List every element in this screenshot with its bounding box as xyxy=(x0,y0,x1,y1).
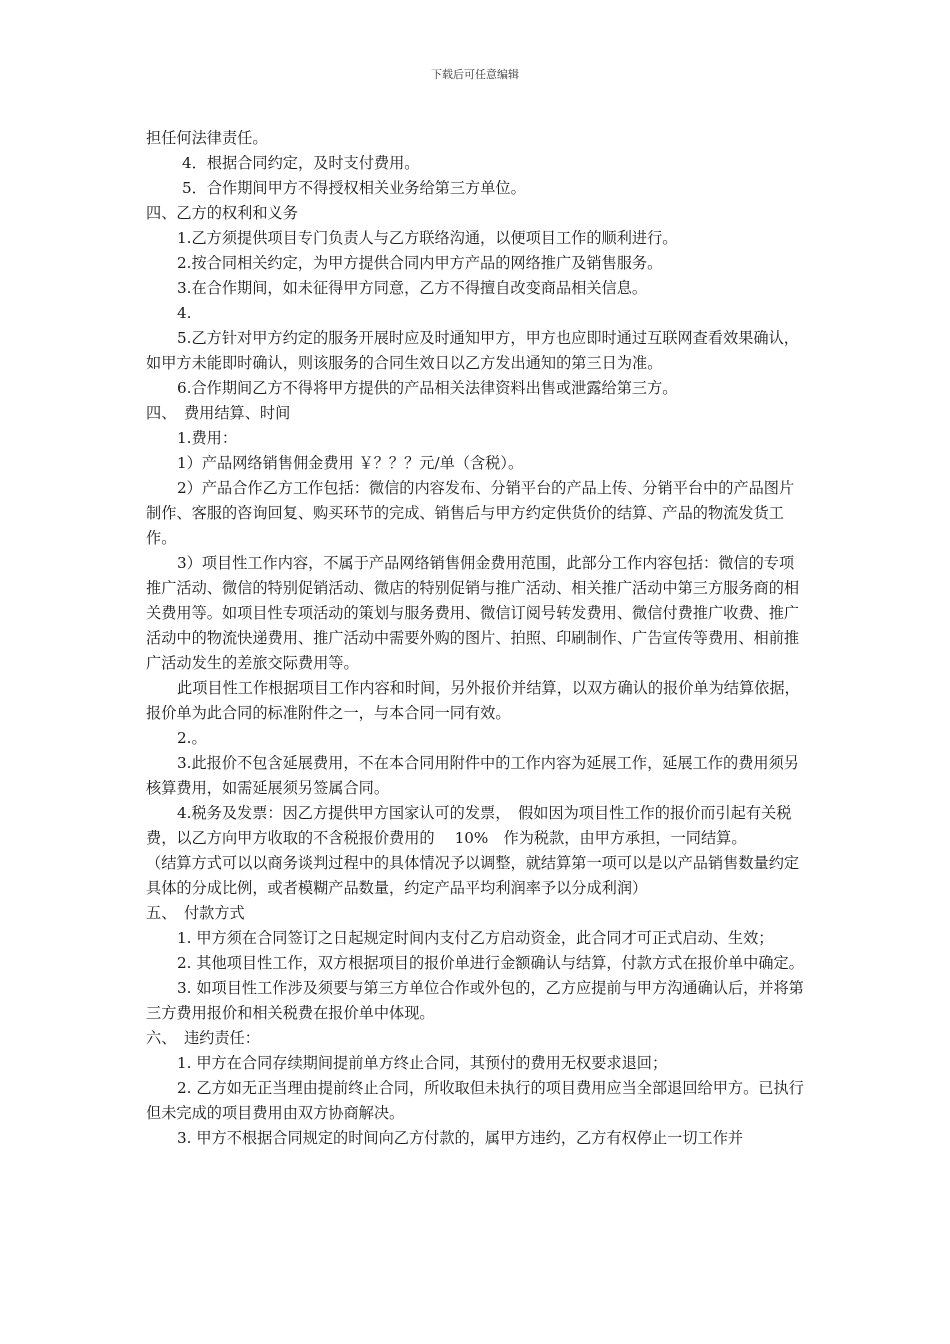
paragraph: 1.乙方须提供项目专门负责人与乙方联络沟通，以便项目工作的顺利进行。 xyxy=(177,229,678,247)
paragraph: 5.乙方针对甲方约定的服务开展时应及时通知甲方，甲方也应即时通过互联网查看效果确认，如甲方未能即时确认，则该服务的合同生效日以乙方发出通知的第三日为准。 xyxy=(146,329,799,372)
paragraph: 6.合作期间乙方不得将甲方提供的产品相关法律资料出售或泄露给第三方。 xyxy=(177,379,678,397)
paragraph: 2.。 xyxy=(177,729,207,747)
paragraph: 3. 甲方不根据合同规定的时间向乙方付款的，属甲方违约，乙方有权停止一切工作并 xyxy=(177,1129,744,1147)
paragraph: 2. 乙方如无正当理由提前终止合同，所收取但未执行的项目费用应当全部退回给甲方。已执行但未完成的项目费用由双方协商解决。 xyxy=(146,1079,804,1122)
paragraph: 5．合作期间甲方不得授权相关业务给第三方单位。 xyxy=(182,179,526,197)
paragraph: 2.按合同相关约定，为甲方提供合同内甲方产品的网络推广及销售服务。 xyxy=(177,254,663,272)
paragraph: 3.此报价不包含延展费用，不在本合同用附件中的工作内容为延展工作，延展工作的费用须另核算费用，如需延展须另签属合同。 xyxy=(146,754,799,797)
paragraph: 2. 其他项目性工作，双方根据项目的报价单进行金额确认与结算，付款方式在报价单中确定。 xyxy=(177,954,804,972)
section-heading: 五、 付款方式 xyxy=(146,904,245,922)
section-heading: 四、 费用结算、时间 xyxy=(146,404,291,422)
section-heading: 四、乙方的权利和义务 xyxy=(146,204,298,222)
paragraph: 3）项目性工作内容，不属于产品网络销售佣金费用范围，此部分工作内容包括：微信的专项推广活动、微信的特别促销活动、微店的特别促销与推广活动、相关推广活动中第三方服务商的相关费用等。如项目性专项活动的策划与服务费用、微信订阅号转发费用、微信付费推广收费、推广活动中的物流快递费用、推广活动中需要外购的图片、拍照、印刷制作、广告宣传等费用、相前推广活动发生的差旅交际费用等。 xyxy=(146,554,800,672)
paragraph: 3. 如项目性工作涉及须要与第三方单位合作或外包的，乙方应提前与甲方沟通确认后，并将第三方费用报价和相关税费在报价单中体现。 xyxy=(146,979,804,1022)
paragraph: 1）产品网络销售佣金费用 ￥？？？元/单（含税）。 xyxy=(177,454,524,472)
paragraph: 4.税务及发票：因乙方提供甲方国家认可的发票， 假如因为项目性工作的报价而引起有关税费，以乙方向甲方收取的不含税报价费用的 10% 作为税款，由甲方承担，一同结算。 xyxy=(146,804,792,847)
page-header: 下载后可任意编辑 xyxy=(431,68,519,81)
paragraph: 此项目性工作根据项目工作内容和时间，另外报价并结算，以双方确认的报价单为结算依据，报价单为此合同的标准附件之一，与本合同一同有效。 xyxy=(146,679,800,722)
paragraph: 3.在合作期间，如未征得甲方同意，乙方不得擅自改变商品相关信息。 xyxy=(177,279,648,297)
section-heading: 六、 违约责任： xyxy=(146,1029,260,1047)
paragraph: 1.费用： xyxy=(177,429,238,447)
paragraph: 担任何法律责任。 xyxy=(146,129,268,147)
paragraph: 2）产品合作乙方工作包括：微信的内容发布、分销平台的产品上传、分销平台中的产品图片制作、客服的咨询回复、购买环节的完成、销售后与甲方约定供货价的结算、产品的物流发货工作。 xyxy=(146,479,795,547)
paragraph: 4．根据合同约定，及时支付费用。 xyxy=(182,154,420,172)
paragraph: （结算方式可以以商务谈判过程中的具体情况予以调整，就结算第一项可以是以产品销售数量约定具体的分成比例，或者模糊产品数量，约定产品平均利润率予以分成利润） xyxy=(146,854,800,897)
paragraph: 4. xyxy=(177,304,192,322)
document-body xyxy=(146,126,808,1151)
paragraph: 1. 甲方在合同存续期间提前单方终止合同，其预付的费用无权要求退回； xyxy=(177,1054,668,1072)
paragraph: 1. 甲方须在合同签订之日起规定时间内支付乙方启动资金，此合同才可正式启动、生效； xyxy=(177,929,774,947)
